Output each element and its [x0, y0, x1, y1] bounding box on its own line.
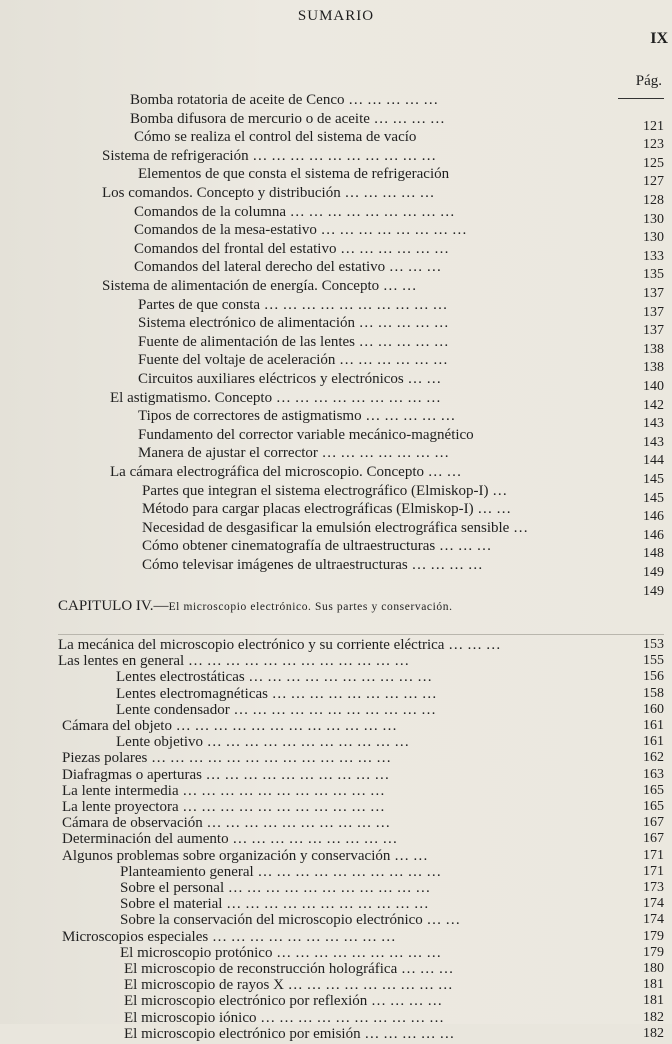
toc-entry	[0, 482, 672, 506]
toc-entry-title: Planteamiento general … … … … … … … … … …	[120, 863, 442, 880]
toc-entry	[0, 352, 672, 376]
toc-entry-page: 121	[643, 118, 664, 134]
toc-entry-title: Partes que integran el sistema electrográfico (Elmiskop-I) …	[142, 482, 508, 499]
toc-entry-page: 130	[643, 230, 664, 246]
toc-entry	[0, 389, 672, 413]
toc-entry-title: Elementos de que consta el sistema de refrigeración	[138, 166, 450, 183]
toc-entry	[0, 557, 672, 580]
toc-entry-title: Sistema electrónico de alimentación … … … … …	[138, 315, 449, 332]
toc-entry-title: Cámara del objeto … … … … … … … … … … … …	[62, 718, 397, 734]
toc-entry-title: Sobre el personal … … … … … … … … … … …	[120, 880, 431, 896]
toc-entry-page: 163	[643, 766, 664, 782]
toc-entry-title: La lente intermedia … … … … … … … … … … …	[62, 782, 385, 799]
toc-entry-page: 174	[643, 912, 664, 928]
toc-entry-title: La mecánica del microscopio electrónico y su corriente eléctrica … … …	[58, 637, 501, 653]
toc-entry-page: 149	[643, 565, 664, 580]
toc-entry-title: La cámara electrográfica del microscopio. Concepto … …	[110, 464, 462, 480]
toc-entry-page: 138	[643, 341, 664, 357]
toc-entry-page: 143	[643, 416, 664, 432]
toc-entry-title: El microscopio protónico … … … … … … … … …	[120, 944, 442, 961]
toc-entry-page: 127	[643, 174, 664, 190]
toc-entry-page: 165	[643, 799, 664, 814]
toc-entry	[0, 110, 672, 134]
toc-entry-page: 179	[643, 944, 664, 960]
toc-entry-title: Sistema de alimentación de energía. Concepto … …	[102, 278, 417, 294]
toc-entry-title: Sistema de refrigeración … … … … … … … … … …	[102, 147, 437, 164]
toc-entry-title: El astigmatismo. Concepto … … … … … … … … …	[110, 389, 441, 406]
toc-entry-page: 153	[643, 637, 664, 652]
toc-entry	[0, 501, 672, 525]
toc-entry-title: Comandos de la columna … … … … … … … … …	[134, 203, 455, 220]
toc-entry-title: Lente condensador … … … … … … … … … … …	[116, 701, 436, 718]
toc-entry-title: Necesidad de desgasificar la emulsión electrográfica sensible …	[142, 519, 529, 536]
toc-entry-title: Lentes electrostáticas … … … … … … … … … …	[116, 669, 433, 686]
toc-entry-page: 146	[643, 509, 664, 525]
toc-entry	[0, 92, 672, 110]
toc-entry	[0, 315, 672, 339]
toc-entry	[0, 240, 672, 264]
toc-entry-title: Cómo televisar imágenes de ultraestructuras … … … …	[142, 557, 483, 573]
toc-entry-page: 182	[643, 1025, 664, 1041]
toc-entry	[0, 278, 672, 301]
toc-entry-page: 137	[643, 323, 664, 339]
toc-entry-page: 135	[643, 267, 664, 283]
toc-entry-title: Microscopios especiales … … … … … … … … … …	[62, 928, 396, 945]
toc-entry	[0, 371, 672, 394]
toc-entry-page: 125	[643, 155, 664, 171]
toc-entry-title: Comandos del frontal del estativo … … … … … …	[134, 240, 449, 257]
toc-entry-title: Lentes electromagnéticas … … … … … … … … …	[116, 685, 437, 702]
toc-entry-title: Sobre el material … … … … … … … … … … …	[120, 896, 429, 913]
toc-entry-page: 130	[643, 211, 664, 227]
toc-entry-page: 155	[643, 653, 664, 669]
toc-entry-title: Circuitos auxiliares eléctricos y electrónicos … …	[138, 371, 442, 387]
toc-entry-page: 137	[643, 286, 664, 301]
toc-entry-page: 162	[643, 750, 664, 766]
toc-entry-page: 181	[643, 993, 664, 1009]
toc-entry	[0, 426, 672, 450]
toc-entry-page: 128	[643, 193, 664, 208]
toc-entry-title: Algunos problemas sobre organización y conservación … …	[62, 847, 428, 864]
toc-entry	[0, 1026, 672, 1044]
toc-entry	[0, 185, 672, 208]
roman-page-number: IX	[650, 30, 668, 47]
toc-entry-title: Comandos del lateral derecho del estativo … … …	[134, 259, 442, 276]
toc-entry-title: Determinación del aumento … … … … … … … … …	[62, 831, 398, 848]
chapter-heading	[58, 598, 453, 615]
toc-entry-title: El microscopio electrónico por reflexión … … … …	[124, 993, 443, 1010]
toc-entry-page: 137	[643, 304, 664, 320]
toc-entry	[0, 576, 672, 599]
toc-entry	[0, 538, 672, 562]
toc-entry-title: Cómo se realiza el control del sistema de vacío	[134, 129, 417, 146]
toc-entry-title: Las lentes en general … … … … … … … … … … … …	[58, 653, 410, 670]
toc-entry-title: Sobre la conservación del microscopio electrónico … …	[120, 912, 461, 929]
toc-entry-page: 161	[643, 734, 664, 750]
toc-entry-page: 171	[643, 863, 664, 879]
toc-entry-title: Cámara de observación … … … … … … … … … …	[62, 815, 391, 832]
toc-entry-page: 156	[643, 669, 664, 685]
section-rule	[58, 634, 664, 635]
toc-entry-title: Manera de ajustar el corrector … … … … … … …	[138, 445, 450, 462]
toc-entry-title: La lente proyectora … … … … … … … … … … …	[62, 799, 385, 815]
toc-entry	[0, 408, 672, 432]
toc-entry-page: 158	[643, 685, 664, 701]
toc-entry-title: El microscopio de reconstrucción holográfica … … …	[124, 961, 454, 977]
toc-entry-title: Tipos de correctores de astigmatismo … … … … …	[138, 408, 456, 425]
toc-entry-page: 133	[643, 248, 664, 264]
toc-entry-page: 138	[643, 360, 664, 376]
toc-entry	[0, 296, 672, 320]
toc-entry-page: 123	[643, 137, 664, 153]
toc-entry-title: Partes de que consta … … … … … … … … … …	[138, 296, 448, 313]
toc-entry	[0, 464, 672, 487]
chapter-prefix: CAPITULO IV.—	[58, 598, 169, 614]
toc-entry	[0, 445, 672, 469]
toc-entry-page: 148	[643, 546, 664, 562]
toc-entry	[0, 333, 672, 357]
toc-entry-title: Fuente del voltaje de aceleración … … … … … …	[138, 352, 448, 369]
toc-entry-page: 145	[643, 472, 664, 487]
toc-entry-page: 146	[643, 527, 664, 543]
toc-entry-title: El microscopio iónico … … … … … … … … … …	[124, 1009, 444, 1026]
toc-entry-title: Lente objetivo … … … … … … … … … … …	[116, 734, 410, 751]
toc-entry-page: 167	[643, 831, 664, 847]
toc-entry-title: Fundamento del corrector variable mecánico-magnético	[138, 426, 474, 443]
toc-entry-page: 142	[643, 397, 664, 413]
toc-entry-title: El microscopio electrónico por emisión … … … … …	[124, 1025, 455, 1042]
toc-entry-title: Fuente de alimentación de las lentes … … … … …	[138, 333, 449, 350]
toc-entry-title: Bomba difusora de mercurio o de aceite … … … …	[130, 110, 445, 127]
toc-entry-title: Los comandos. Concepto y distribución … … … … …	[102, 185, 435, 201]
toc-entry-title: Piezas polares … … … … … … … … … … … … …	[62, 750, 392, 767]
toc-entry-title: Método para cargar placas electrográficas (Elmiskop-I) … …	[142, 501, 512, 518]
toc-entry-page: 149	[643, 583, 664, 599]
toc-entry-title: Cómo obtener cinematografía de ultraestructuras … … …	[142, 538, 492, 555]
toc-entry-page: 144	[643, 453, 664, 469]
toc-entry-page: 173	[643, 880, 664, 895]
toc-entry-page: 165	[643, 782, 664, 798]
toc-entry	[0, 166, 672, 190]
chapter-title: El microscopio electrónico. Sus partes y conservación.	[168, 601, 453, 613]
toc-entry-page: 182	[643, 1009, 664, 1025]
toc-entry	[0, 203, 672, 227]
toc-entry-page: 179	[643, 928, 664, 944]
toc-entry-page: 160	[643, 701, 664, 717]
toc-entry-page: 145	[643, 490, 664, 506]
toc-entry	[0, 259, 672, 283]
toc-entry-page: 180	[643, 961, 664, 976]
toc-entry-title: El microscopio de rayos X … … … … … … … … …	[124, 977, 453, 994]
toc-entry-page: 167	[643, 815, 664, 831]
running-header-title: SUMARIO	[297, 8, 375, 24]
toc-entry	[0, 222, 672, 246]
toc-entry	[0, 519, 672, 543]
toc-entry-title: Comandos de la mesa-estativo … … … … … … … …	[134, 222, 467, 239]
toc-entry-page: 174	[643, 896, 664, 912]
toc-entry-page: 140	[643, 379, 664, 394]
toc-entry-page: 143	[643, 434, 664, 450]
toc-entry-page: 181	[643, 977, 664, 993]
page-column-label: Pág.	[635, 73, 662, 89]
toc-entry-title: Bomba rotatoria de aceite de Cenco … … … … …	[130, 92, 439, 108]
toc-entry-page: 171	[643, 847, 664, 863]
toc-entry	[0, 129, 672, 153]
toc-entry-title: Diafragmas o aperturas … … … … … … … … … …	[62, 766, 390, 783]
toc-entry-page: 161	[643, 718, 664, 733]
toc-entry	[0, 147, 672, 171]
